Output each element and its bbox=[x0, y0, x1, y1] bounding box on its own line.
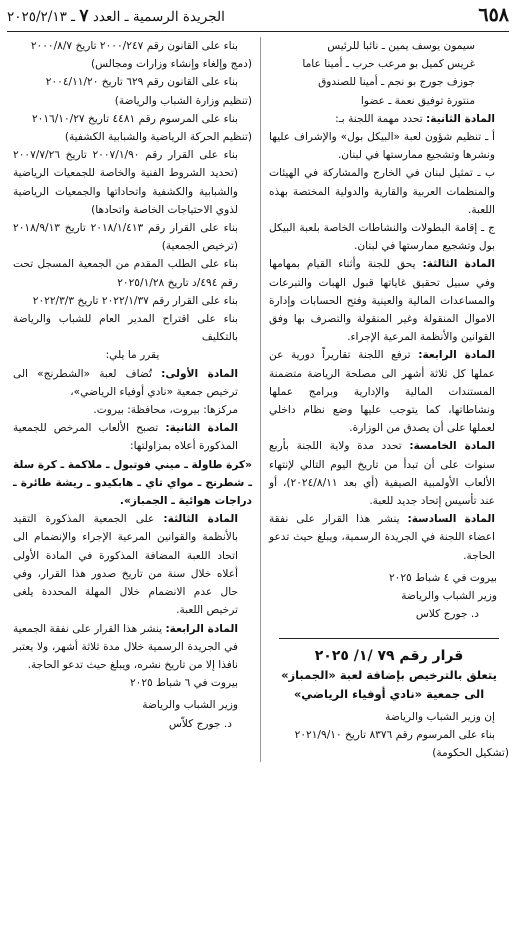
article-heading: المادة السادسة: bbox=[407, 513, 495, 526]
article-heading: المادة الخامسة: bbox=[409, 440, 495, 453]
reference-line: بناء على المرسوم رقم ٤٤٨١ تاريخ ٢٠١٦/١٠/٢٧ bbox=[31, 112, 238, 125]
signer-name: د. جورج كلاس bbox=[415, 608, 479, 621]
reference-line: بناء على القانون رقم ٦٢٩ تاريخ ٢٠٠٤/١١/٢٠ bbox=[45, 76, 238, 89]
page-number: ٦٥٨ bbox=[478, 4, 509, 26]
decision-subject: يتعلق بالترخيص بإضافة لعبة «الجمباز» bbox=[281, 667, 497, 682]
article-heading: المادة الرابعة: bbox=[165, 622, 238, 635]
article-1 bbox=[13, 365, 252, 401]
article-item: أ ـ تنظيم شؤون لعبة «البيكل بول» والإشراف عليها ونشرها وتشجيع ممارستها في لبنان. bbox=[269, 131, 495, 162]
columns bbox=[7, 37, 509, 762]
reference-line: بناء على القرار رقم ٢٠٠٧/١/٩٠ تاريخ ٢٠٠٧/٧/٢٦ (تحديد الشروط الفنية والخاصة للجمعيات الرياضية والشبابية والكشفية واتحاداتها والجمعيات الرياضية لذوي الاحتياجات الخاصة واتحادها) bbox=[13, 149, 238, 216]
article-4 bbox=[13, 620, 252, 675]
reference-note: (تنظيم وزارة الشباب والرياضة) bbox=[114, 94, 252, 107]
decides-heading: يقرر ما يلي: bbox=[105, 349, 160, 362]
page-header bbox=[7, 4, 509, 32]
member-line: منتورة توفيق نعمة ـ عضوا bbox=[360, 94, 475, 107]
reference-line: بناء على الطلب المقدم من الجمعية المسجل تحت رقم ٤٩٤/د تاريخ ٢٠٢٥/١/٢٨ bbox=[13, 258, 238, 289]
right-column bbox=[261, 37, 509, 762]
decision-subject-2: الى جمعية «نادي أوفياء الرياضي» bbox=[293, 686, 485, 701]
issue-number: ٧ bbox=[79, 6, 89, 26]
decision-number: قرار رقم ٧٩ /١/ ٢٠٢٥ bbox=[314, 647, 464, 664]
article-3 bbox=[13, 510, 252, 619]
reference-line: بناء على اقتراح المدير العام للشباب والرياضة بالتكليف bbox=[13, 313, 238, 344]
minister-title: وزير الشباب والرياضة bbox=[142, 699, 238, 712]
reference-note: (تشكيل الحكومة) bbox=[432, 746, 509, 759]
reference-note: (دمج وإلغاء وإنشاء وزارات ومجالس) bbox=[90, 58, 252, 71]
reference-line: بناء على المرسوم رقم ٨٣٧٦ تاريخ ٢٠٢١/٩/١٠ bbox=[294, 728, 495, 741]
article-text: ينشر هذا القرار على نفقة اعضاء اللجنة في الجريدة الرسمية، ويبلغ حيث تدعو الحاجة. bbox=[269, 513, 495, 562]
article-text: تحدد مدة ولاية اللجنة بأربع سنوات على أن تبدأ من تاريخ اليوم التالي لإنتهاء الألعاب الأولمبية الصيفية (أي بعد ٢٠٢٤/٨/١١)، أو عند تأسيس إتحاد جديد للعبة. bbox=[269, 440, 495, 508]
article-text: يحق للجنة وأثناء القيام بمهامها وفي سبيل تحقيق غاياتها قبول الهبات والتبرعات والمساعدات المالية والعينية وفتح الحسابات وإدارة الاموال المنقولة وغير المنقولة والتصرف بها وفق القوانين والأنظمة المرعية الإجراء. bbox=[269, 258, 495, 344]
reference-note: (تنظيم الحركة الرياضية والشبابية الكشفية) bbox=[64, 131, 252, 144]
article-5 bbox=[269, 437, 509, 510]
reference-line: بناء على القرار رقم ٢٠٢٢/١/٣٧ تاريخ ٢٠٢٢/٣/٣ bbox=[32, 294, 238, 307]
article-item: ب ـ تمثيل لبنان في الخارج والمشاركة في الهيئات والمنظمات العربية والقارية والدولية المختصة بهذه اللعبة. bbox=[269, 167, 495, 216]
article-heading: المادة الرابعة: bbox=[418, 349, 495, 362]
minister-preamble: إن وزير الشباب والرياضة bbox=[385, 710, 495, 723]
place-date: بيروت في ٦ شباط ٢٠٢٥ bbox=[129, 677, 238, 690]
issue-date: ـ ٢٠٢٥/٢/١٣ bbox=[7, 9, 76, 25]
article-text: تصبح الألعاب المرخص للجمعية المذكورة أعلاه بمزاولتها: bbox=[13, 422, 238, 453]
article-item: ج ـ إقامة البطولات والنشاطات الخاصة بلعبة البيكل بول وتشجيع ممارستها في لبنان. bbox=[269, 222, 495, 253]
article-heading: المادة الثالثة: bbox=[163, 513, 239, 526]
member-line: سيمون يوسف يمين ـ نائبا للرئيس bbox=[327, 40, 475, 52]
gazette-name: الجريدة الرسمية ـ العدد bbox=[92, 9, 225, 25]
article-heading: المادة الأولى: bbox=[161, 367, 238, 380]
place-date: بيروت في ٤ شباط ٢٠٢٥ bbox=[388, 571, 497, 584]
article-text: على الجمعية المذكورة التقيد بالأنظمة والقوانين المرعية الإجراء والإنضمام الى اتحاد اللعبة المضافة المذكورة في المادة الأولى أعلاه خلال سنة من تاريخ صدور هذا القرار، وفي حال عدم الانضمام خلال المهلة المحددة يلغى ترخيص اللعبة. bbox=[13, 513, 238, 617]
article-3 bbox=[269, 255, 509, 346]
association-hq: مركزها: بيروت، محافظة: بيروت. bbox=[93, 404, 238, 417]
reference-line: بناء على القانون رقم ٢٠٠٠/٢٤٧ تاريخ ٢٠٠٠/٨/٧ bbox=[30, 40, 238, 52]
running-head bbox=[7, 6, 225, 26]
member-line: غريس كميل بو مرعب حرب ـ أمينا عاما bbox=[302, 58, 475, 71]
article-text: ينشر هذا القرار على نفقة الجمعية في الجريدة الرسمية خلال مدة ثلاثة أشهر، ولا يعتبر نافذا إلا من تاريخ نشره، ويبلغ حيث تدعو الحاجة. bbox=[13, 622, 238, 671]
decision-separator bbox=[279, 638, 499, 639]
reference-line: بناء على القرار رقم ٢٠١٨/١/٤١٣ تاريخ ٢٠١٨/٩/١٣ (ترخيص الجمعية) bbox=[13, 222, 238, 253]
signer-name: د. جورج كلاّس bbox=[168, 717, 232, 730]
minister-title: وزير الشباب والرياضة bbox=[401, 590, 497, 603]
article-heading: المادة الثالثة: bbox=[422, 258, 495, 271]
left-column bbox=[13, 37, 261, 762]
member-line: جوزف جورج بو نجم ـ أمينا للصندوق bbox=[318, 76, 475, 89]
article-heading: المادة الثانية: bbox=[426, 112, 495, 125]
article-2 bbox=[13, 419, 252, 455]
article-6 bbox=[269, 510, 509, 565]
article-text: ترفع اللجنة تقاريراً دورية عن عملها كل ثلاثة أشهر الى مصلحة الرياضة متضمنة المستندات المالية والإدارية وبرامج عملها ونشاطاتها، كما يتوجب عليها وضع نظام داخلي لعملها على أن يصدق من الوزارة. bbox=[269, 349, 495, 435]
games-list: «كرة طاولة ـ ميني فوتبول ـ ملاكمة ـ كرة سلة ـ شطرنج ـ مواي تاي ـ هابكيدو ـ ريشة طائرة ـ دراجات هوائية ـ الجمباز». bbox=[13, 458, 252, 508]
article-text: تحدد مهمة اللجنة بـ: bbox=[335, 112, 423, 125]
article-4 bbox=[269, 346, 509, 437]
article-text: تُضاف لعبة «الشطرنج» الى ترخيص جمعية «نادي أوفياء الرياضي»، bbox=[13, 367, 238, 398]
article-2 bbox=[269, 110, 509, 128]
article-heading: المادة الثانية: bbox=[165, 422, 238, 435]
